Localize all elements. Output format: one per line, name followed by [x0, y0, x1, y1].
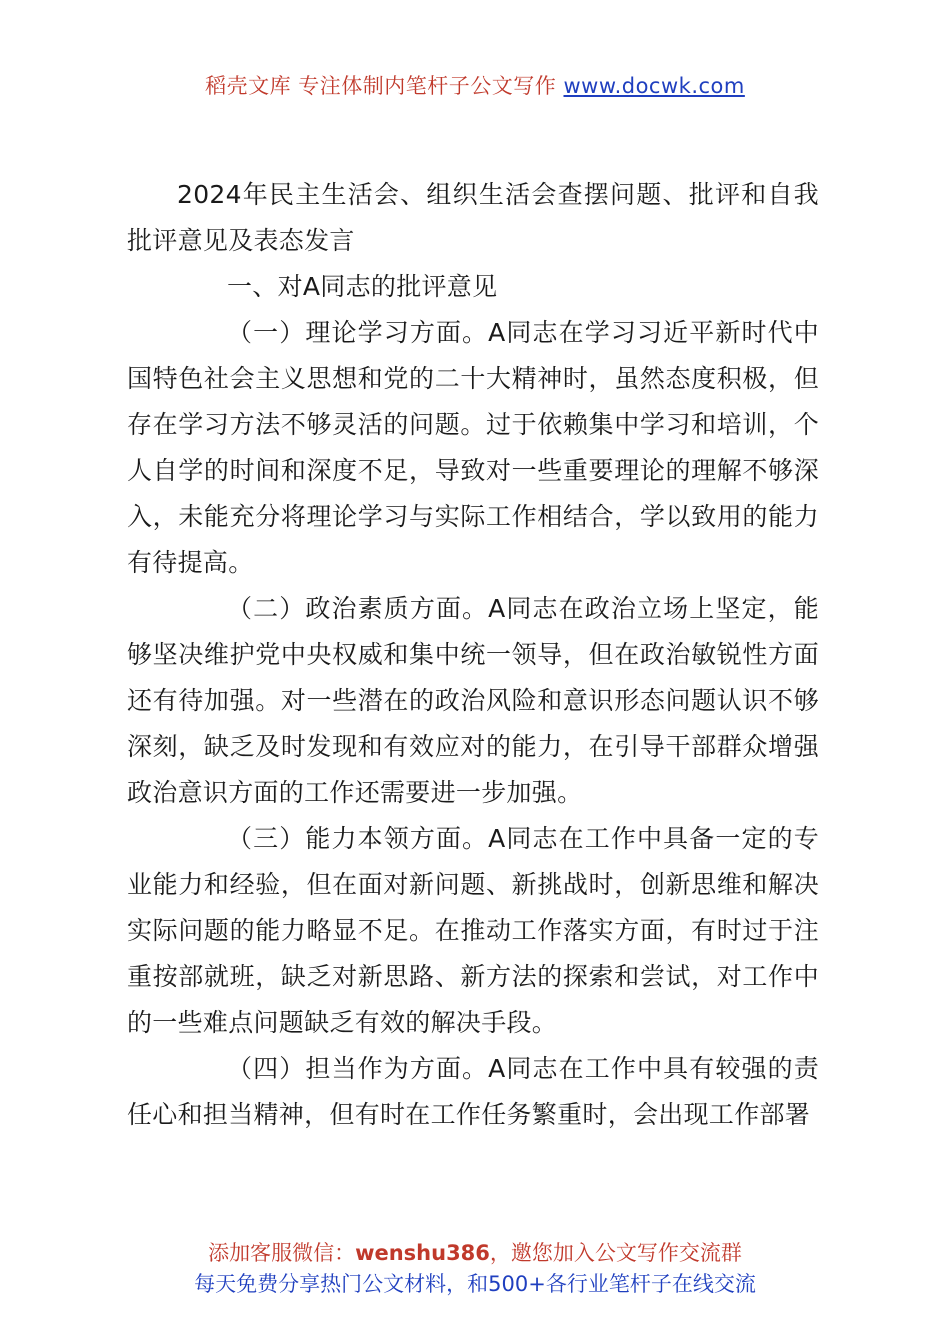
document-body — [127, 172, 819, 1138]
footer-suffix: ，邀您加入公文写作交流群 — [489, 1241, 742, 1265]
document-title: 2024年民主生活会、组织生活会查摆问题、批评和自我批评意见及表态发言 — [127, 180, 819, 255]
wechat-id: wenshu386 — [355, 1241, 490, 1265]
footer-wechat-line — [0, 1238, 950, 1269]
footer-share-line: 每天免费分享热门公文材料，和500+各行业笔杆子在线交流 — [194, 1272, 756, 1296]
section-heading: 一、对A同志的批评意见 — [227, 272, 498, 301]
footer-prefix: 添加客服微信： — [208, 1241, 356, 1265]
brand-text: 稻壳文库 专注体制内笔杆子公文写作 — [205, 74, 564, 98]
paragraph-political-quality: （二）政治素质方面。A同志在政治立场上坚定，能够坚决维护党中央权威和集中统一领导，但在政治敏锐性方面还有待加强。对一些潜在的政治风险和意识形态问题认识不够深刻，缺乏及时发现和有效应对的能力，在引导干部群众增强政治意识方面的工作还需要进一步加强。 — [127, 594, 819, 807]
paragraph-ability: （三）能力本领方面。A同志在工作中具备一定的专业能力和经验，但在面对新问题、新挑战时，创新思维和解决实际问题的能力略显不足。在推动工作落实方面，有时过于注重按部就班，缺乏对新思路、新方法的探索和尝试，对工作中的一些难点问题缺乏有效的解决手段。 — [127, 824, 819, 1037]
site-link[interactable]: www.docwk.com — [563, 74, 745, 98]
page-footer — [0, 1238, 950, 1300]
paragraph-theory-study: （一）理论学习方面。A同志在学习习近平新时代中国特色社会主义思想和党的二十大精神时，虽然态度积极，但存在学习方法不够灵活的问题。过于依赖集中学习和培训，个人自学的时间和深度不足，导致对一些重要理论的理解不够深入，未能充分将理论学习与实际工作相结合，学以致用的能力有待提高。 — [127, 318, 819, 577]
paragraph-responsibility: （四）担当作为方面。A同志在工作中具有较强的责任心和担当精神，但有时在工作任务繁重时，会出现工作部署 — [127, 1054, 819, 1129]
page-header — [0, 70, 950, 100]
